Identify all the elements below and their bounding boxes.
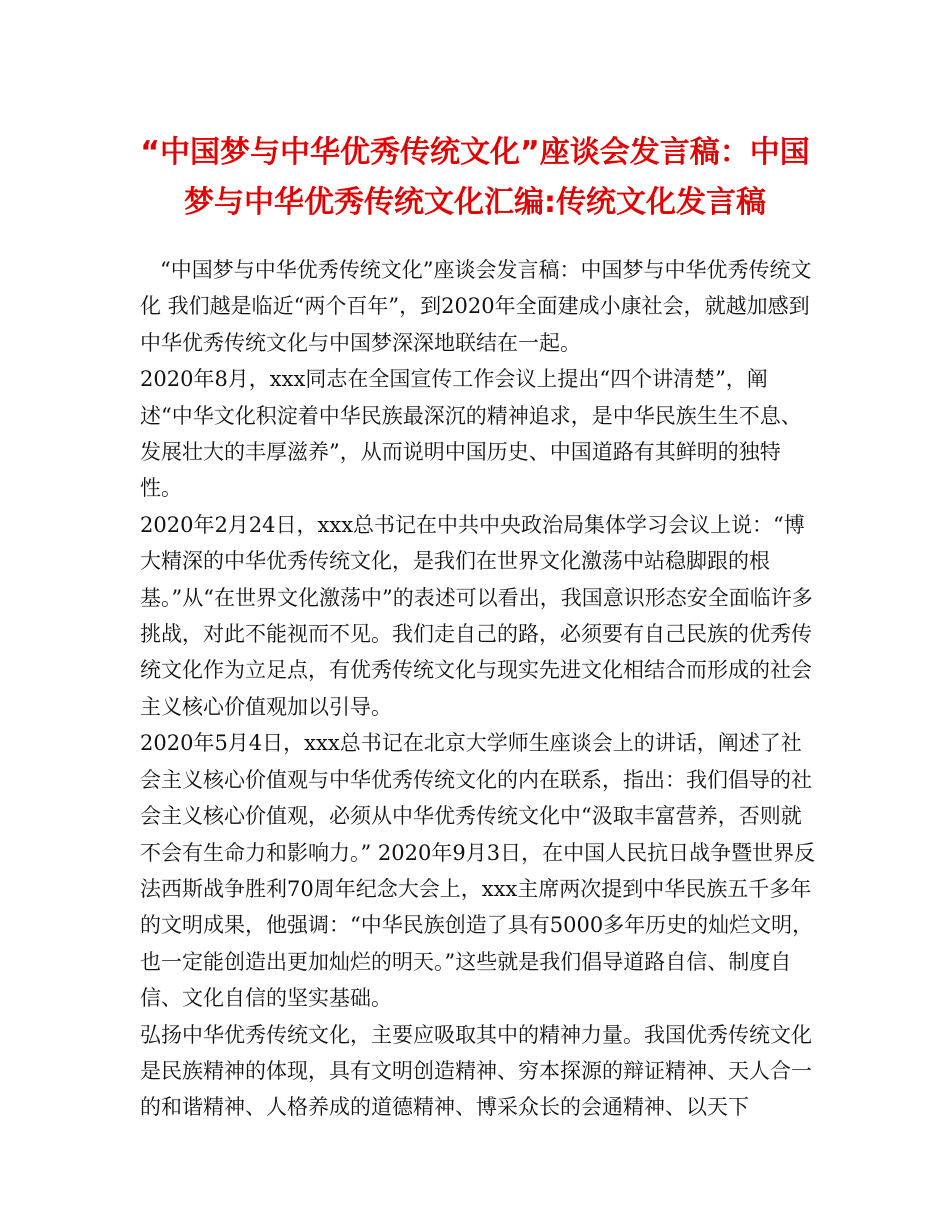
title-line-1: “中国梦与中华优秀传统文化”座谈会发言稿：中国 xyxy=(140,135,810,170)
document-title xyxy=(100,128,850,228)
document-body xyxy=(140,252,820,1126)
paragraph-4: 2020年5月4日，xxx总书记在北京大学师生座谈会上的讲话，阐述了社会主义核心价值观与中华优秀传统文化的内在联系，指出：我们倡导的社会主义核心价值观，必须从中华优秀传统文化中“汲取丰富营养，否则就不会有生命力和影响力。” 2020年9月3日，在中国人民抗日战争暨世界反法西斯战争胜利70周年纪念大会上，xxx主席两次提到中华民族五千多年的文明成果，他强调：“中华民族创造了具有5000多年历史的灿烂文明，也一定能创造出更加灿烂的明天。”这些就是我们倡导道路自信、制度自信、文化自信的坚实基础。 xyxy=(140,731,816,1011)
paragraph-1: “中国梦与中华优秀传统文化”座谈会发言稿：中国梦与中华优秀传统文化 我们越是临近“两个百年”，到2020年全面建成小康社会，就越加感到中华优秀传统文化与中国梦深深地联结在一起。 xyxy=(140,258,812,355)
paragraph-3: 2020年2月24日，xxx总书记在中共中央政治局集体学习会议上说：“博大精深的中华优秀传统文化，是我们在世界文化激荡中站稳脚跟的根基。”从“在世界文化激荡中”的表述可以看出，我国意识形态安全面临许多挑战，对此不能视而不见。我们走自己的路，必须要有自己民族的优秀传统文化作为立足点，有优秀传统文化与现实先进文化相结合而形成的社会主义核心价值观加以引导。 xyxy=(140,512,813,719)
paragraph-2: 2020年8月，xxx同志在全国宣传工作会议上提出“四个讲清楚”，阐述“中华文化积淀着中华民族最深沉的精神追求，是中华民族生生不息、发展壮大的丰厚滋养”，从而说明中国历史、中国道路有其鲜明的独特性。 xyxy=(140,367,802,501)
paragraph-5: 弘扬中华优秀传统文化，主要应吸取其中的精神力量。我国优秀传统文化是民族精神的体现，具有文明创造精神、穷本探源的辩证精神、天人合一的和谐精神、人格养成的道德精神、博采众长的会通精神、以天下 xyxy=(140,1022,812,1120)
title-line-2: 梦与中华优秀传统文化汇编:传统文化发言稿 xyxy=(184,185,766,220)
